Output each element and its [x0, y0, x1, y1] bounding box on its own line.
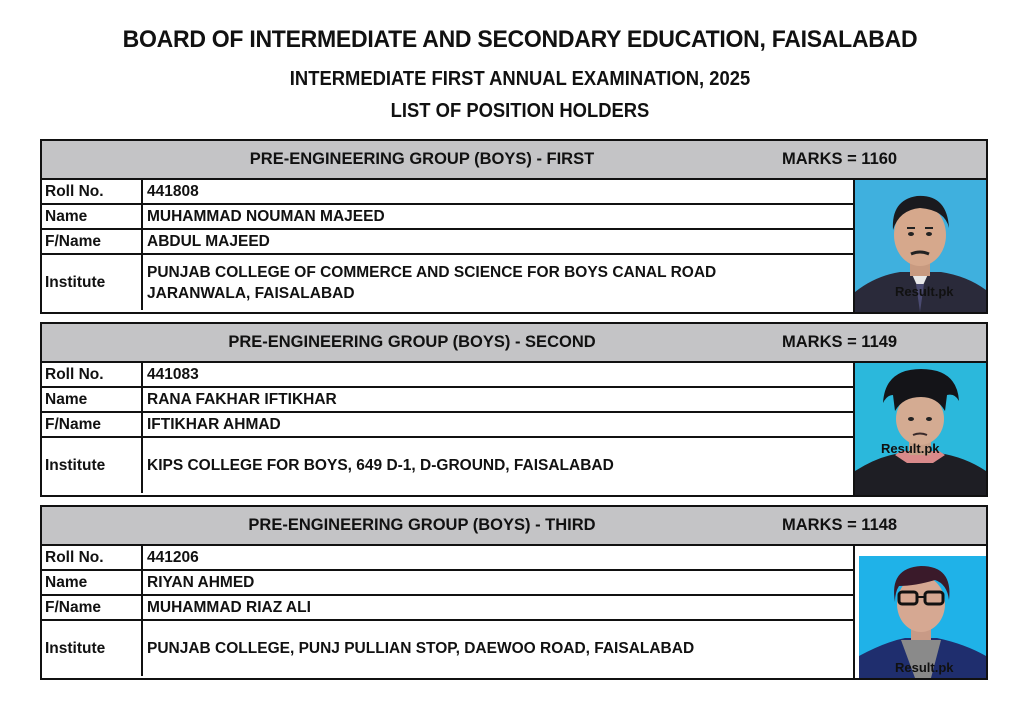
- portrait-icon: [855, 363, 986, 495]
- institute-label: Institute: [42, 621, 143, 676]
- position-card-third: [40, 505, 988, 680]
- exam-subtitle: INTERMEDIATE FIRST ANNUAL EXAMINATION, 2025: [289, 68, 751, 90]
- name-label: Name: [42, 388, 143, 411]
- institute-value: KIPS COLLEGE FOR BOYS, 649 D-1, D-GROUND, FAISALABAD: [147, 457, 614, 474]
- table-row-roll: [42, 363, 854, 388]
- roll-label: Roll No.: [42, 546, 143, 569]
- institute-value: PUNJAB COLLEGE, PUNJ PULLIAN STOP, DAEWOO ROAD, FAISALABAD: [147, 640, 695, 657]
- roll-value: 441808: [147, 183, 199, 200]
- table-row-institute: [42, 255, 854, 310]
- institute-label: Institute: [42, 255, 143, 310]
- fname-value: ABDUL MAJEED: [147, 233, 270, 250]
- position-card-first: [40, 139, 988, 314]
- student-photo: [853, 180, 986, 312]
- position-marks: MARKS = 1149: [782, 333, 898, 351]
- table-row-name: [42, 205, 854, 230]
- list-title: LIST OF POSITION HOLDERS: [390, 100, 650, 122]
- position-header: [42, 507, 986, 546]
- student-photo: [853, 546, 986, 678]
- student-photo: [853, 363, 986, 495]
- institute-label: Institute: [42, 438, 143, 493]
- table-row-roll: [42, 546, 854, 571]
- table-row-roll: [42, 180, 854, 205]
- fname-label: F/Name: [42, 413, 143, 436]
- fname-value: MUHAMMAD RIAZ ALI: [147, 599, 311, 616]
- roll-label: Roll No.: [42, 363, 143, 386]
- name-value: RANA FAKHAR IFTIKHAR: [147, 391, 337, 408]
- fname-label: F/Name: [42, 596, 143, 619]
- portrait-icon: [855, 546, 986, 678]
- table-row-name: [42, 571, 854, 596]
- fname-label: F/Name: [42, 230, 143, 253]
- table-row-fname: [42, 230, 854, 255]
- table-row-institute: [42, 438, 854, 493]
- name-value: MUHAMMAD NOUMAN MAJEED: [147, 208, 385, 225]
- table-row-institute: [42, 621, 854, 676]
- institute-value: PUNJAB COLLEGE OF COMMERCE AND SCIENCE FOR BOYS CANAL ROAD JARANWALA, FAISALABAD: [147, 263, 717, 302]
- roll-value: 441206: [147, 549, 199, 566]
- position-header: [42, 324, 986, 363]
- position-header: [42, 141, 986, 180]
- table-row-fname: [42, 596, 854, 621]
- position-marks: MARKS = 1160: [782, 150, 898, 168]
- photo-watermark: Result.pk: [895, 660, 954, 675]
- photo-watermark: Result.pk: [895, 284, 954, 299]
- details-table: [42, 363, 854, 493]
- position-title: PRE-ENGINEERING GROUP (BOYS) - SECOND: [228, 333, 596, 351]
- position-marks: MARKS = 1148: [782, 516, 898, 534]
- table-row-fname: [42, 413, 854, 438]
- fname-value: IFTIKHAR AHMAD: [147, 416, 281, 433]
- table-row-name: [42, 388, 854, 413]
- details-table: [42, 546, 854, 676]
- position-card-second: [40, 322, 988, 497]
- position-title: PRE-ENGINEERING GROUP (BOYS) - FIRST: [249, 150, 595, 168]
- details-table: [42, 180, 854, 310]
- board-title: BOARD OF INTERMEDIATE AND SECONDARY EDUCATION, FAISALABAD: [122, 26, 918, 53]
- position-title: PRE-ENGINEERING GROUP (BOYS) - THIRD: [248, 516, 596, 534]
- name-label: Name: [42, 205, 143, 228]
- roll-label: Roll No.: [42, 180, 143, 203]
- name-label: Name: [42, 571, 143, 594]
- name-value: RIYAN AHMED: [147, 574, 255, 591]
- roll-value: 441083: [147, 366, 199, 383]
- photo-watermark: Result.pk: [881, 441, 940, 456]
